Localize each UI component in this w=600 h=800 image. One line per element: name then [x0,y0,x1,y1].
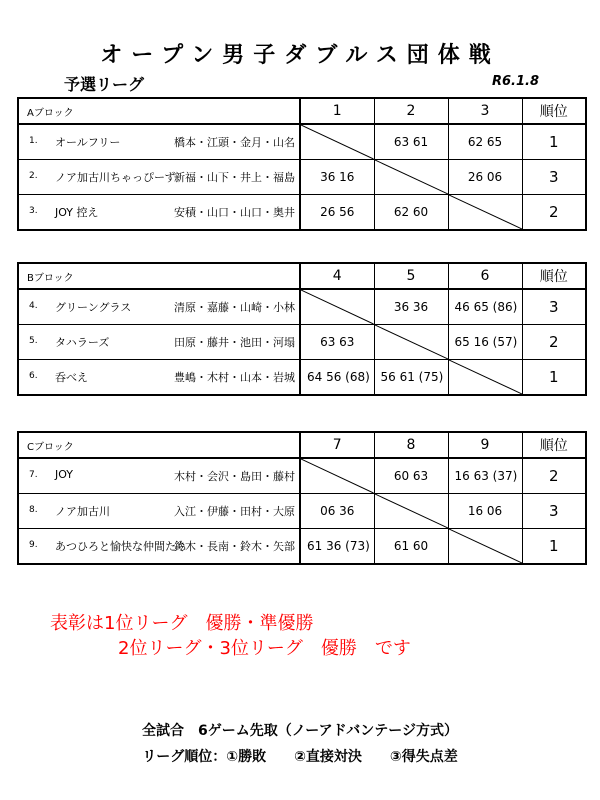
rank-header: 順位 [522,98,586,124]
event-date: R6.1.8 [492,74,540,89]
column-header: 3 [448,98,522,124]
team-players: 木村・会沢・島田・藤村 [174,470,295,483]
rank-cell: 1 [522,529,586,565]
award-note-line-2: 2位リーグ・3位リーグ 優勝 です [118,638,411,659]
diagonal-line [449,195,522,229]
rank-cell: 2 [522,195,586,231]
team-info [18,160,300,195]
page-subtitle: 予選リーグ [64,75,145,94]
score-cell: 26 56 [300,195,374,231]
score-cell: 56 61 (75) [374,360,448,396]
score-cell: 64 56 (68) [300,360,374,396]
rank-header: 順位 [522,263,586,289]
score-cell: 61 60 [374,529,448,565]
team-number: 5. [29,336,38,346]
score-cell: 06 36 [300,494,374,529]
team-row [18,494,586,529]
team-players: 橋本・江頭・金月・山名 [174,136,295,149]
column-header: 8 [374,432,448,458]
self-match-cell [448,360,522,396]
team-row [18,289,586,325]
team-row [18,195,586,231]
block-c-table [17,431,587,565]
team-players: 入江・伊藤・田村・大原 [174,505,295,518]
team-number: 3. [29,206,38,216]
team-players: 新福・山下・井上・福島 [174,171,295,184]
team-row [18,458,586,494]
score-cell: 62 65 [448,124,522,160]
score-cell: 16 63 (37) [448,458,522,494]
rank-cell: 2 [522,458,586,494]
rank-cell: 2 [522,325,586,360]
column-header: 6 [448,263,522,289]
diagonal-line [301,459,374,493]
team-name: ノア加古川ちゃっぴーず [55,171,176,184]
diagonal-line [449,360,522,394]
block-header-row [18,263,586,289]
team-name: ノア加古川 [55,505,110,518]
team-info [18,325,300,360]
score-cell: 16 06 [448,494,522,529]
score-cell: 61 36 (73) [300,529,374,565]
rank-cell: 3 [522,289,586,325]
team-info [18,458,300,494]
team-name: 呑べえ [55,371,88,384]
award-note-line-1: 表彰は1位リーグ 優勝・準優勝 [50,613,314,634]
team-number: 2. [29,171,38,181]
block-b-table [17,262,587,396]
score-cell: 60 63 [374,458,448,494]
self-match-cell [300,289,374,325]
rank-header: 順位 [522,432,586,458]
column-header: 7 [300,432,374,458]
team-players: 清原・嘉藤・山崎・小林 [174,301,295,314]
team-players: 豊嶋・木村・山本・岩城 [174,371,295,384]
page-title: オープン男子ダブルス団体戦 [100,43,500,68]
self-match-cell [374,325,448,360]
block-name: Aブロック [18,98,300,124]
column-header: 2 [374,98,448,124]
column-header: 9 [448,432,522,458]
team-number: 6. [29,371,38,381]
team-players: 鈴木・長南・鈴木・矢部 [174,540,295,553]
team-name: あつひろと愉快な仲間たち [55,540,187,553]
team-number: 8. [29,505,38,515]
team-row [18,124,586,160]
diagonal-line [375,160,448,194]
block-header-row [18,98,586,124]
rank-cell: 3 [522,160,586,195]
self-match-cell [300,458,374,494]
diagonal-line [375,325,448,359]
rank-cell: 3 [522,494,586,529]
team-players: 田原・藤井・池田・河塌 [174,336,295,349]
score-cell: 63 63 [300,325,374,360]
team-row [18,325,586,360]
self-match-cell [300,124,374,160]
rules-line-1: 全試合 6ゲーム先取（ノーアドバンテージ方式） [141,723,459,739]
diagonal-line [449,529,522,563]
team-row [18,360,586,396]
rank-cell: 1 [522,360,586,396]
team-row [18,160,586,195]
team-number: 9. [29,540,38,550]
team-info [18,289,300,325]
team-info [18,195,300,231]
team-info [18,494,300,529]
self-match-cell [448,529,522,565]
block-name: Bブロック [18,263,300,289]
score-cell: 36 36 [374,289,448,325]
score-cell: 26 06 [448,160,522,195]
rules-line-2: リーグ順位：①勝敗 ②直接対決 ③得失点差 [142,749,458,765]
column-header: 5 [374,263,448,289]
team-number: 7. [29,470,38,480]
team-name: オールフリー [55,136,121,149]
block-a-table [17,97,587,231]
team-info [18,529,300,565]
self-match-cell [374,494,448,529]
team-number: 1. [29,136,38,146]
score-cell: 63 61 [374,124,448,160]
team-name: タハラーズ [55,336,110,349]
score-cell: 62 60 [374,195,448,231]
block-name: Cブロック [18,432,300,458]
score-cell: 65 16 (57) [448,325,522,360]
team-info [18,124,300,160]
score-cell: 36 16 [300,160,374,195]
block-header-row [18,432,586,458]
column-header: 4 [300,263,374,289]
self-match-cell [374,160,448,195]
rank-cell: 1 [522,124,586,160]
diagonal-line [375,494,448,528]
score-cell: 46 65 (86) [448,289,522,325]
team-info [18,360,300,396]
column-header: 1 [300,98,374,124]
self-match-cell [448,195,522,231]
team-name: グリーングラス [55,301,132,314]
team-players: 安積・山口・山口・奥井 [174,206,295,219]
diagonal-line [301,290,374,324]
team-name: JOY 控え [55,206,99,219]
team-number: 4. [29,301,38,311]
diagonal-line [301,125,374,159]
team-row [18,529,586,565]
team-name: JOY [55,468,74,481]
